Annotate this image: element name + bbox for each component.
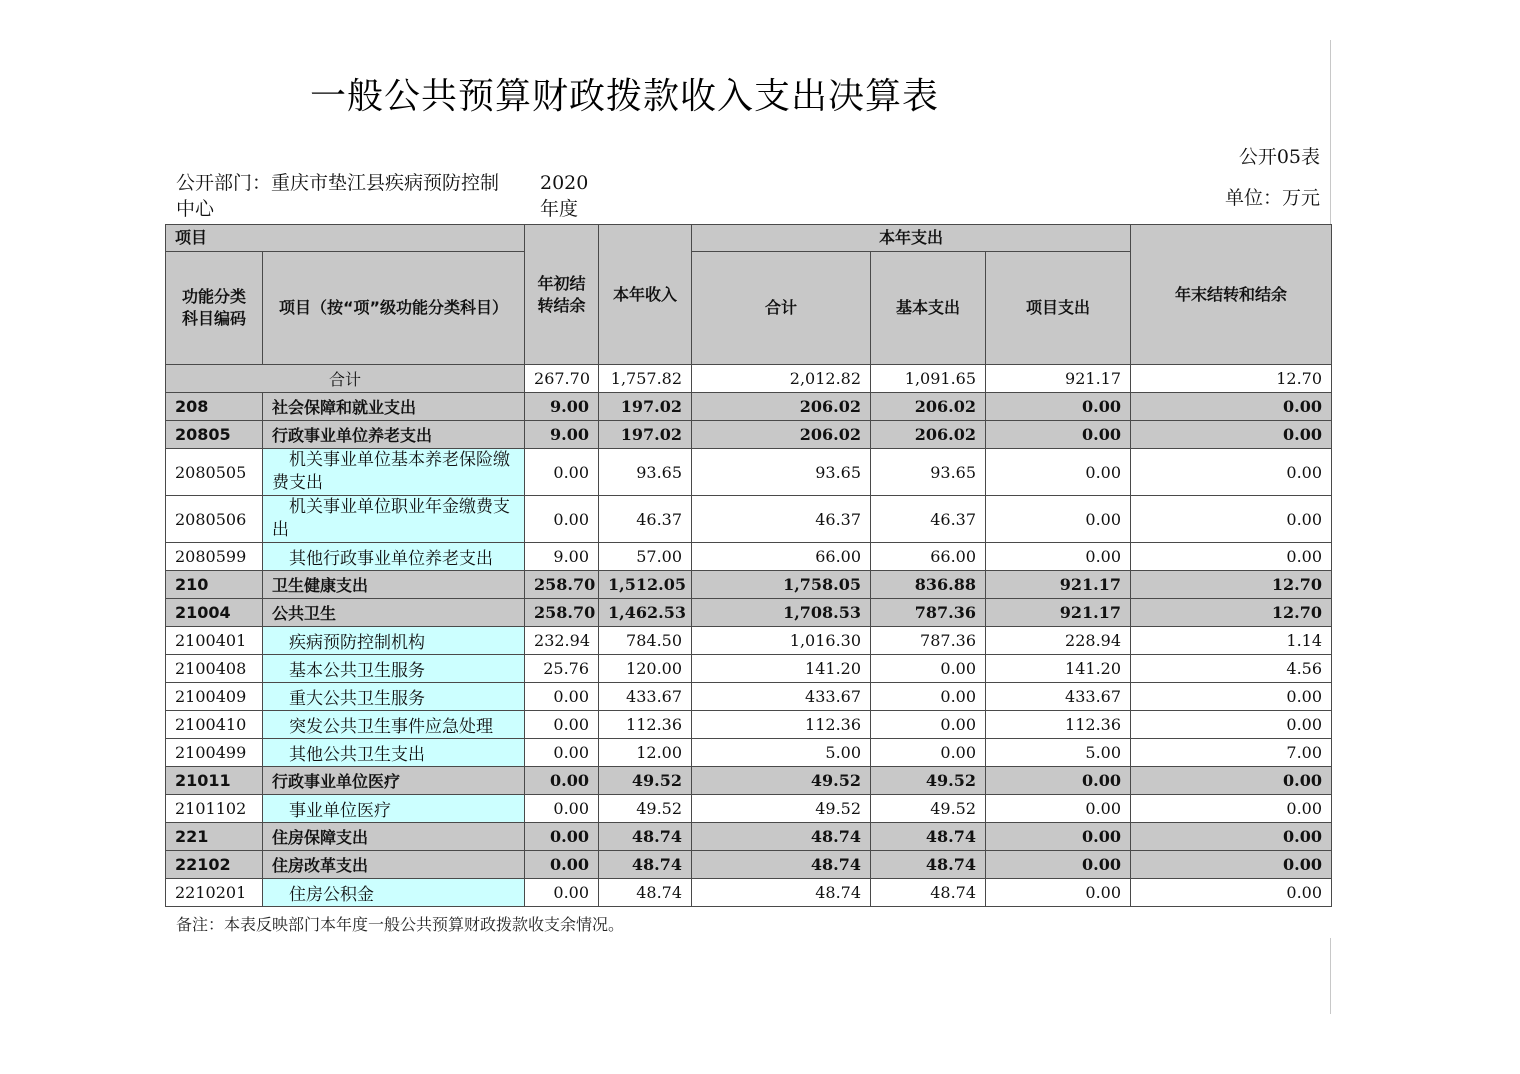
row-code: 2100499 bbox=[166, 739, 263, 767]
row-code: 2080599 bbox=[166, 543, 263, 571]
row-begin: 25.76 bbox=[525, 655, 599, 683]
row-exp-project: 228.94 bbox=[986, 627, 1131, 655]
total-exp-project: 921.17 bbox=[986, 365, 1131, 393]
row-name: 机关事业单位职业年金缴费支出 bbox=[263, 496, 525, 543]
row-exp-basic: 48.74 bbox=[871, 851, 986, 879]
department-info bbox=[176, 170, 516, 222]
row-name: 卫生健康支出 bbox=[263, 571, 525, 599]
row-exp-basic: 93.65 bbox=[871, 449, 986, 496]
row-begin: 0.00 bbox=[525, 795, 599, 823]
row-exp-project: 433.67 bbox=[986, 683, 1131, 711]
total-exp-basic: 1,091.65 bbox=[871, 365, 986, 393]
row-name: 重大公共卫生服务 bbox=[263, 683, 525, 711]
table-row bbox=[166, 627, 1332, 655]
row-income: 48.74 bbox=[599, 879, 692, 907]
row-begin: 232.94 bbox=[525, 627, 599, 655]
total-exp-total: 2,012.82 bbox=[692, 365, 871, 393]
table-row bbox=[166, 421, 1332, 449]
row-exp-project: 141.20 bbox=[986, 655, 1131, 683]
row-income: 12.00 bbox=[599, 739, 692, 767]
row-begin: 9.00 bbox=[525, 393, 599, 421]
table-row bbox=[166, 823, 1332, 851]
table-row bbox=[166, 599, 1332, 627]
row-name: 住房保障支出 bbox=[263, 823, 525, 851]
row-begin: 0.00 bbox=[525, 823, 599, 851]
row-income: 112.36 bbox=[599, 711, 692, 739]
row-exp-total: 48.74 bbox=[692, 823, 871, 851]
row-income: 120.00 bbox=[599, 655, 692, 683]
page-title: 一般公共预算财政拨款收入支出决算表 bbox=[310, 76, 940, 117]
row-income: 57.00 bbox=[599, 543, 692, 571]
row-exp-basic: 46.37 bbox=[871, 496, 986, 543]
table-number: 公开05表 bbox=[1238, 146, 1320, 168]
row-name: 住房改革支出 bbox=[263, 851, 525, 879]
row-exp-total: 49.52 bbox=[692, 767, 871, 795]
row-end: 4.56 bbox=[1131, 655, 1332, 683]
table-row bbox=[166, 393, 1332, 421]
row-code: 2100408 bbox=[166, 655, 263, 683]
header-project: 项目 bbox=[166, 225, 525, 252]
row-income: 197.02 bbox=[599, 421, 692, 449]
row-exp-basic: 0.00 bbox=[871, 655, 986, 683]
row-exp-project: 0.00 bbox=[986, 393, 1131, 421]
row-exp-basic: 48.74 bbox=[871, 823, 986, 851]
row-end: 0.00 bbox=[1131, 421, 1332, 449]
row-exp-project: 0.00 bbox=[986, 823, 1131, 851]
row-name: 行政事业单位医疗 bbox=[263, 767, 525, 795]
header-expenditure: 本年支出 bbox=[692, 225, 1131, 252]
row-exp-total: 1,016.30 bbox=[692, 627, 871, 655]
row-end: 7.00 bbox=[1131, 739, 1332, 767]
row-code: 2100409 bbox=[166, 683, 263, 711]
row-code: 210 bbox=[166, 571, 263, 599]
row-exp-total: 141.20 bbox=[692, 655, 871, 683]
unit-label: 单位：万元 bbox=[1224, 187, 1320, 209]
header-func-name: 项目（按“项”级功能分类科目） bbox=[263, 252, 525, 365]
header-exp-project: 项目支出 bbox=[986, 252, 1131, 365]
table-row bbox=[166, 711, 1332, 739]
row-begin: 0.00 bbox=[525, 739, 599, 767]
row-exp-basic: 206.02 bbox=[871, 421, 986, 449]
table-row bbox=[166, 683, 1332, 711]
row-name: 基本公共卫生服务 bbox=[263, 655, 525, 683]
row-name: 机关事业单位基本养老保险缴费支出 bbox=[263, 449, 525, 496]
row-exp-project: 921.17 bbox=[986, 571, 1131, 599]
row-exp-total: 206.02 bbox=[692, 421, 871, 449]
fiscal-year: 2020年度 bbox=[540, 172, 589, 220]
table-row bbox=[166, 655, 1332, 683]
total-label: 合计 bbox=[166, 365, 525, 393]
header-exp-total: 合计 bbox=[692, 252, 871, 365]
total-income: 1,757.82 bbox=[599, 365, 692, 393]
row-income: 784.50 bbox=[599, 627, 692, 655]
row-name: 事业单位医疗 bbox=[263, 795, 525, 823]
row-exp-basic: 66.00 bbox=[871, 543, 986, 571]
department-name: 重庆市垫江县疾病预防控制中心 bbox=[176, 172, 500, 220]
row-end: 0.00 bbox=[1131, 449, 1332, 496]
table-row bbox=[166, 496, 1332, 543]
row-begin: 0.00 bbox=[525, 683, 599, 711]
row-begin: 258.70 bbox=[525, 599, 599, 627]
row-code: 221 bbox=[166, 823, 263, 851]
row-end: 0.00 bbox=[1131, 879, 1332, 907]
row-code: 21011 bbox=[166, 767, 263, 795]
row-exp-total: 48.74 bbox=[692, 851, 871, 879]
row-exp-project: 0.00 bbox=[986, 879, 1131, 907]
row-exp-basic: 49.52 bbox=[871, 767, 986, 795]
row-exp-total: 66.00 bbox=[692, 543, 871, 571]
row-exp-total: 49.52 bbox=[692, 795, 871, 823]
row-end: 0.00 bbox=[1131, 711, 1332, 739]
row-end: 0.00 bbox=[1131, 496, 1332, 543]
row-code: 2100410 bbox=[166, 711, 263, 739]
row-end: 0.00 bbox=[1131, 767, 1332, 795]
row-code: 22102 bbox=[166, 851, 263, 879]
row-exp-total: 93.65 bbox=[692, 449, 871, 496]
row-code: 2210201 bbox=[166, 879, 263, 907]
row-name: 公共卫生 bbox=[263, 599, 525, 627]
row-begin: 0.00 bbox=[525, 851, 599, 879]
row-exp-total: 48.74 bbox=[692, 879, 871, 907]
row-income: 48.74 bbox=[599, 851, 692, 879]
row-exp-basic: 0.00 bbox=[871, 683, 986, 711]
row-end: 0.00 bbox=[1131, 795, 1332, 823]
row-exp-basic: 0.00 bbox=[871, 739, 986, 767]
row-exp-project: 0.00 bbox=[986, 496, 1131, 543]
row-exp-project: 0.00 bbox=[986, 767, 1131, 795]
row-income: 1,462.53 bbox=[599, 599, 692, 627]
row-income: 1,512.05 bbox=[599, 571, 692, 599]
row-exp-total: 206.02 bbox=[692, 393, 871, 421]
page-edge-line-bottom bbox=[1330, 938, 1331, 1014]
row-exp-project: 0.00 bbox=[986, 851, 1131, 879]
header-income: 本年收入 bbox=[599, 225, 692, 365]
row-code: 208 bbox=[166, 393, 263, 421]
table-row bbox=[166, 795, 1332, 823]
row-name: 突发公共卫生事件应急处理 bbox=[263, 711, 525, 739]
row-name: 其他行政事业单位养老支出 bbox=[263, 543, 525, 571]
budget-table bbox=[165, 224, 1332, 907]
page-edge-line-top bbox=[1330, 40, 1331, 225]
footnote: 备注：本表反映部门本年度一般公共预算财政拨款收支余情况。 bbox=[176, 915, 625, 934]
row-code: 2100401 bbox=[166, 627, 263, 655]
row-name: 行政事业单位养老支出 bbox=[263, 421, 525, 449]
table-row bbox=[166, 879, 1332, 907]
row-name: 疾病预防控制机构 bbox=[263, 627, 525, 655]
row-exp-basic: 48.74 bbox=[871, 879, 986, 907]
row-exp-total: 1,758.05 bbox=[692, 571, 871, 599]
table-row bbox=[166, 543, 1332, 571]
row-name: 住房公积金 bbox=[263, 879, 525, 907]
header-end-balance: 年末结转和结余 bbox=[1131, 225, 1332, 365]
row-end: 12.70 bbox=[1131, 571, 1332, 599]
row-end: 0.00 bbox=[1131, 823, 1332, 851]
total-begin: 267.70 bbox=[525, 365, 599, 393]
row-code: 21004 bbox=[166, 599, 263, 627]
row-exp-basic: 787.36 bbox=[871, 627, 986, 655]
table-row bbox=[166, 571, 1332, 599]
row-exp-total: 5.00 bbox=[692, 739, 871, 767]
row-code: 2101102 bbox=[166, 795, 263, 823]
row-begin: 0.00 bbox=[525, 711, 599, 739]
row-end: 0.00 bbox=[1131, 543, 1332, 571]
row-income: 49.52 bbox=[599, 795, 692, 823]
row-begin: 258.70 bbox=[525, 571, 599, 599]
row-code: 20805 bbox=[166, 421, 263, 449]
row-exp-project: 0.00 bbox=[986, 543, 1131, 571]
header-exp-basic: 基本支出 bbox=[871, 252, 986, 365]
row-begin: 9.00 bbox=[525, 543, 599, 571]
row-end: 0.00 bbox=[1131, 851, 1332, 879]
header-func-code: 功能分类科目编码 bbox=[166, 252, 263, 365]
row-income: 46.37 bbox=[599, 496, 692, 543]
row-exp-total: 433.67 bbox=[692, 683, 871, 711]
row-exp-project: 921.17 bbox=[986, 599, 1131, 627]
total-row bbox=[166, 365, 1332, 393]
row-exp-total: 1,708.53 bbox=[692, 599, 871, 627]
header-begin-balance: 年初结转结余 bbox=[525, 225, 599, 365]
row-end: 0.00 bbox=[1131, 683, 1332, 711]
row-begin: 0.00 bbox=[525, 496, 599, 543]
row-code: 2080505 bbox=[166, 449, 263, 496]
row-income: 49.52 bbox=[599, 767, 692, 795]
row-exp-basic: 49.52 bbox=[871, 795, 986, 823]
row-exp-project: 112.36 bbox=[986, 711, 1131, 739]
row-income: 48.74 bbox=[599, 823, 692, 851]
row-name: 其他公共卫生支出 bbox=[263, 739, 525, 767]
table-row bbox=[166, 767, 1332, 795]
table-row bbox=[166, 739, 1332, 767]
row-exp-project: 0.00 bbox=[986, 449, 1131, 496]
table-row bbox=[166, 851, 1332, 879]
row-end: 12.70 bbox=[1131, 599, 1332, 627]
row-exp-basic: 787.36 bbox=[871, 599, 986, 627]
row-name: 社会保障和就业支出 bbox=[263, 393, 525, 421]
row-income: 433.67 bbox=[599, 683, 692, 711]
row-code: 2080506 bbox=[166, 496, 263, 543]
row-exp-project: 0.00 bbox=[986, 795, 1131, 823]
row-income: 93.65 bbox=[599, 449, 692, 496]
row-begin: 0.00 bbox=[525, 879, 599, 907]
row-exp-project: 0.00 bbox=[986, 421, 1131, 449]
department-label: 公开部门： bbox=[176, 172, 272, 194]
row-begin: 0.00 bbox=[525, 449, 599, 496]
row-end: 1.14 bbox=[1131, 627, 1332, 655]
row-exp-total: 46.37 bbox=[692, 496, 871, 543]
row-exp-basic: 836.88 bbox=[871, 571, 986, 599]
row-begin: 0.00 bbox=[525, 767, 599, 795]
table-row bbox=[166, 449, 1332, 496]
row-exp-total: 112.36 bbox=[692, 711, 871, 739]
total-end: 12.70 bbox=[1131, 365, 1332, 393]
row-end: 0.00 bbox=[1131, 393, 1332, 421]
row-exp-basic: 0.00 bbox=[871, 711, 986, 739]
row-begin: 9.00 bbox=[525, 421, 599, 449]
row-income: 197.02 bbox=[599, 393, 692, 421]
row-exp-project: 5.00 bbox=[986, 739, 1131, 767]
row-exp-basic: 206.02 bbox=[871, 393, 986, 421]
